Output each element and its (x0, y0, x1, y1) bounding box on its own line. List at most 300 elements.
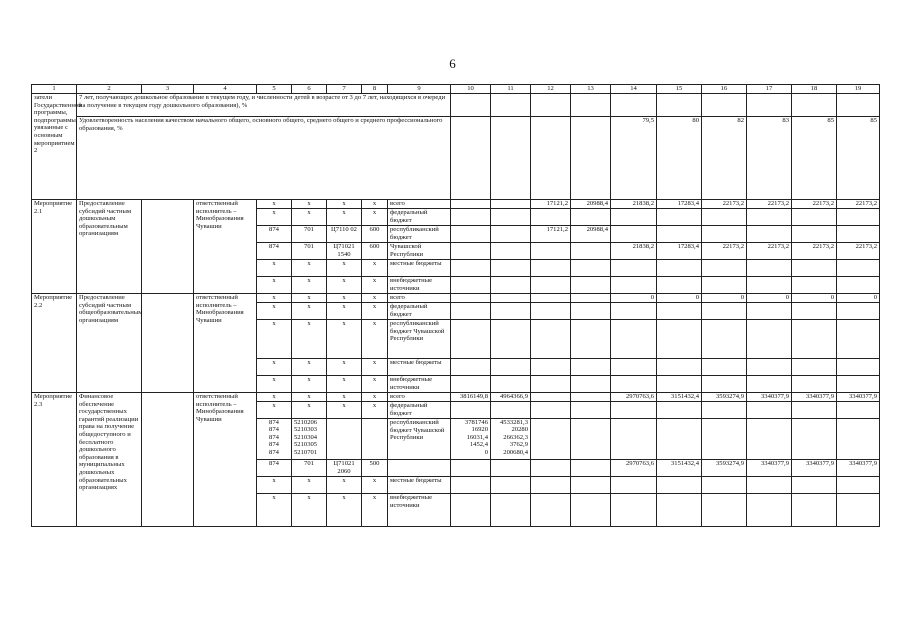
cell-value-c12 (531, 303, 571, 320)
cell-section: x (292, 200, 327, 209)
cell-value-c12 (531, 243, 571, 260)
indicator-value: 85 (792, 117, 837, 200)
cell-value-empty (792, 494, 837, 527)
cell-value-c13: 20988,4 (571, 226, 611, 243)
cell-value-c17: 22173,2 (747, 200, 792, 209)
cell-value-empty (451, 494, 491, 527)
cell-funding-source (388, 460, 451, 477)
cell-section: x (292, 376, 327, 393)
cell-grbs: x (257, 320, 292, 359)
cell-value-c12 (531, 359, 571, 376)
cell-value-empty (837, 477, 880, 494)
cell-value-c14: 0 (611, 294, 657, 303)
cell-value-c17 (747, 303, 792, 320)
cell-value-c16: 0 (702, 294, 747, 303)
cell-expense-group: 600 (362, 226, 388, 243)
m22-name: Мероприятие 2.2 (32, 294, 77, 393)
cell-grbs: x (257, 200, 292, 209)
cell-value-empty (657, 477, 702, 494)
cell-value-c10: 3816149,8 (451, 393, 491, 402)
cell-value-c19 (837, 376, 880, 393)
cell-value-c14: 2970763,6 (611, 393, 657, 402)
cell-value-c10 (451, 460, 491, 477)
header-col-9: 9 (388, 85, 451, 94)
value-c10: 1452,4 (469, 441, 488, 449)
header-col-4: 4 (194, 85, 257, 94)
cell-value-c18 (792, 320, 837, 359)
cell-value-empty (747, 477, 792, 494)
header-col-19: 19 (837, 85, 880, 94)
cell-value-empty (792, 402, 837, 419)
cell-target-article: x (327, 260, 362, 277)
cell-value-empty (702, 494, 747, 527)
cell-value-c19: 22173,2 (837, 200, 880, 209)
cell-value-c17 (747, 277, 792, 294)
cell-value-c11 (491, 294, 531, 303)
cell-value-c11: 4964366,9 (491, 393, 531, 402)
cell-value-c13 (571, 294, 611, 303)
cell-value-empty (571, 477, 611, 494)
cell-value-c18 (792, 376, 837, 393)
cell-target-article: x (327, 294, 362, 303)
cell-expense-group: x (362, 303, 388, 320)
header-col-10: 10 (451, 85, 491, 94)
cell-value-c11 (491, 243, 531, 260)
goal-empty-cell (657, 94, 702, 117)
m22-description: Предоставление субсидий частным общеобразовательным организациям (77, 294, 142, 393)
cell-value-c19: 3340377,9 (837, 460, 880, 477)
cell-value-c11 (491, 460, 531, 477)
cell-value-c12 (531, 460, 571, 477)
cell-expense-group: x (362, 393, 388, 402)
cell-funding-source: всего (388, 294, 451, 303)
cell-expense-group: x (362, 359, 388, 376)
goal-row-1 (32, 94, 880, 117)
cell-funding-source: внебюджетные источники (388, 494, 451, 527)
cell-value-empty (837, 494, 880, 527)
cell-value-c11 (491, 359, 531, 376)
header-col-8: 8 (362, 85, 388, 94)
cell-grbs: x (257, 393, 292, 402)
cell-value-list-c11 (491, 419, 531, 460)
cell-value-c13 (571, 359, 611, 376)
cell-value-c17 (747, 226, 792, 243)
cell-value-c12: 17121,2 (531, 226, 571, 243)
header-col-17: 17 (747, 85, 792, 94)
cell-expense-group: x (362, 494, 388, 527)
cell-value-empty (702, 402, 747, 419)
cell-value-c16 (702, 376, 747, 393)
cell-value-c16: 3593274,9 (702, 460, 747, 477)
m22-row (32, 294, 880, 303)
goal-label: затели Государственной программы, подпрограммы, увязанные с основным мероприятием 2 (32, 94, 77, 200)
cell-value-empty (657, 419, 702, 460)
cell-value-empty (747, 494, 792, 527)
m22-empty (142, 294, 194, 393)
cell-value-c11 (491, 303, 531, 320)
cell-value-c16 (702, 320, 747, 359)
cell-value-c14: 21838,2 (611, 200, 657, 209)
cell-value-c13 (571, 260, 611, 277)
cell-value-c19: 22173,2 (837, 243, 880, 260)
cell-value-c10 (451, 320, 491, 359)
m21-empty (142, 200, 194, 294)
cell-funding-source: внебюджетные источники (388, 277, 451, 294)
cell-section: 701 (292, 460, 327, 477)
cell-value-c12 (531, 260, 571, 277)
cell-value-c14 (611, 209, 657, 226)
cell-value-c15 (657, 226, 702, 243)
cell-target-article: x (327, 200, 362, 209)
cell-value-c11 (491, 277, 531, 294)
value-c10: 0 (484, 448, 488, 456)
cell-section: 701 (292, 243, 327, 260)
value-c11: 20280 (511, 426, 528, 434)
cell-value-c18 (792, 260, 837, 277)
cell-value-c17 (747, 359, 792, 376)
cell-funding-source: республиканский бюджет Чувашской Республики (388, 320, 451, 359)
cell-grbs: 874 (257, 243, 292, 260)
cell-expense-group: x (362, 260, 388, 277)
cell-value-empty (702, 419, 747, 460)
cell-target-article: x (327, 359, 362, 376)
cell-grbs: x (257, 277, 292, 294)
cell-value-empty (611, 477, 657, 494)
cell-funding-source: федеральный бюджет (388, 209, 451, 226)
cell-value-c10 (451, 376, 491, 393)
cell-value-c15 (657, 303, 702, 320)
cell-value-c15 (657, 320, 702, 359)
cell-value-c11 (491, 226, 531, 243)
cell-value-c16 (702, 303, 747, 320)
cell-value-c15: 3151432,4 (657, 460, 702, 477)
cell-expense-group: x (362, 376, 388, 393)
cell-value-c13 (571, 303, 611, 320)
cell-value-c14 (611, 260, 657, 277)
cell-value-c14 (611, 226, 657, 243)
cell-value-c16 (702, 226, 747, 243)
header-col-7: 7 (327, 85, 362, 94)
cell-value-c12 (531, 320, 571, 359)
cell-value-c11 (491, 376, 531, 393)
cell-grbs: x (257, 294, 292, 303)
cell-value-c11 (491, 320, 531, 359)
cell-value-empty (657, 402, 702, 419)
cell-value-c19 (837, 320, 880, 359)
grbs-code: 874 (269, 448, 279, 456)
cell-value-c11 (491, 209, 531, 226)
cell-value-c17: 0 (747, 294, 792, 303)
cell-funding-source: Чувашской Республики (388, 243, 451, 260)
cell-value-c16: 22173,2 (702, 243, 747, 260)
cell-value-c15: 3151432,4 (657, 393, 702, 402)
cell-section: x (292, 494, 327, 527)
cell-value-c15: 17283,4 (657, 200, 702, 209)
cell-value-c17 (747, 320, 792, 359)
indicator-text-2: Удовлетворенность населения качеством начального общего, основного общего, среднего общего и среднего профессионального образования, % (77, 117, 451, 200)
value-c10: 16920 (471, 426, 488, 434)
cell-value-c14 (611, 277, 657, 294)
cell-target-article: x (327, 402, 362, 419)
cell-value-c17 (747, 260, 792, 277)
header-row (32, 85, 880, 94)
grbs-code: 874 (269, 426, 279, 434)
goal-empty-cell (451, 94, 491, 117)
cell-expense-group: x (362, 209, 388, 226)
cell-funding-source: республиканский бюджет Чувашской Республики (388, 419, 451, 460)
cell-value-c18: 0 (792, 294, 837, 303)
value-c11: 266362,3 (503, 433, 528, 441)
header-col-5: 5 (257, 85, 292, 94)
indicator-value: 83 (747, 117, 792, 200)
cell-value-empty (702, 477, 747, 494)
grbs-code: 874 (269, 419, 279, 426)
cell-value-c13 (571, 277, 611, 294)
cell-value-c13 (571, 376, 611, 393)
cell-value-c13 (571, 320, 611, 359)
cell-value-c15 (657, 359, 702, 376)
cell-value-c18: 22173,2 (792, 243, 837, 260)
cell-section: x (292, 294, 327, 303)
m21-row (32, 200, 880, 209)
cell-value-c10 (451, 200, 491, 209)
cell-funding-source: местные бюджеты (388, 477, 451, 494)
value-c11: 3762,9 (509, 441, 528, 449)
cell-value-c15 (657, 209, 702, 226)
cell-value-c18 (792, 209, 837, 226)
cell-value-c12 (531, 294, 571, 303)
cell-value-c16 (702, 277, 747, 294)
cell-value-c10 (451, 260, 491, 277)
cell-value-c11 (491, 200, 531, 209)
cell-value-c15 (657, 277, 702, 294)
cell-grbs: x (257, 376, 292, 393)
header-col-2: 2 (77, 85, 142, 94)
cell-value-c19 (837, 226, 880, 243)
cell-value-c18: 3340377,9 (792, 393, 837, 402)
cell-value-empty (531, 477, 571, 494)
m21-executor: ответственный исполнитель – Минобразования Чувашии (194, 200, 257, 294)
budget-code: 5210304 (294, 433, 318, 441)
cell-value-c14 (611, 320, 657, 359)
cell-funding-source: местные бюджеты (388, 260, 451, 277)
header-col-11: 11 (491, 85, 531, 94)
cell-value-c14: 21838,2 (611, 243, 657, 260)
header-col-12: 12 (531, 85, 571, 94)
cell-value-empty (531, 419, 571, 460)
cell-value-empty (611, 402, 657, 419)
goal-empty-cell (792, 94, 837, 117)
cell-value-c16: 22173,2 (702, 200, 747, 209)
goal-empty-cell (571, 117, 611, 200)
grbs-code: 874 (269, 441, 279, 449)
cell-funding-source: всего (388, 393, 451, 402)
cell-target-article: x (327, 477, 362, 494)
budget-code: 5210303 (294, 426, 318, 434)
cell-value-empty (792, 419, 837, 460)
cell-target-article: x (327, 303, 362, 320)
cell-value-c10 (451, 294, 491, 303)
cell-value-c19 (837, 359, 880, 376)
value-c11: 4533281,3 (499, 419, 528, 426)
cell-grbs: x (257, 477, 292, 494)
cell-expense-group: x (362, 294, 388, 303)
cell-section: x (292, 477, 327, 494)
header-col-14: 14 (611, 85, 657, 94)
cell-value-list-c10 (451, 419, 491, 460)
cell-section: x (292, 209, 327, 226)
cell-value-empty (837, 402, 880, 419)
cell-value-empty (571, 419, 611, 460)
cell-value-empty (491, 494, 531, 527)
cell-section: x (292, 277, 327, 294)
cell-value-c10 (451, 243, 491, 260)
cell-value-empty (837, 419, 880, 460)
cell-section: x (292, 260, 327, 277)
header-col-13: 13 (571, 85, 611, 94)
cell-funding-source: федеральный бюджет (388, 303, 451, 320)
cell-target-article: x (327, 376, 362, 393)
m21-description: Предоставление субсидий частным дошкольным образовательным организациям (77, 200, 142, 294)
cell-funding-source: внебюджетные источники (388, 376, 451, 393)
cell-value-c17: 3340377,9 (747, 460, 792, 477)
cell-value-c14: 2970763,6 (611, 460, 657, 477)
cell-value-c16 (702, 359, 747, 376)
cell-value-empty (571, 402, 611, 419)
cell-value-c14 (611, 359, 657, 376)
cell-value-c19 (837, 303, 880, 320)
cell-value-c10 (451, 277, 491, 294)
page-number: 6 (449, 56, 456, 71)
cell-value-empty (451, 402, 491, 419)
cell-value-c18: 22173,2 (792, 200, 837, 209)
indicator-value: 85 (837, 117, 880, 200)
cell-value-c10 (451, 359, 491, 376)
cell-expense-group: x (362, 477, 388, 494)
cell-grbs: x (257, 260, 292, 277)
cell-value-c18 (792, 277, 837, 294)
cell-target-article: Ц71021 2060 (327, 460, 362, 477)
value-c11: 200680,4 (503, 448, 528, 456)
cell-section: x (292, 320, 327, 359)
grbs-code: 874 (269, 433, 279, 441)
m23-empty (142, 393, 194, 527)
goal-empty-cell (611, 94, 657, 117)
cell-value-empty (611, 494, 657, 527)
cell-value-c10 (451, 226, 491, 243)
cell-target-article: x (327, 320, 362, 359)
cell-value-c15: 0 (657, 294, 702, 303)
cell-value-empty (531, 402, 571, 419)
goal-empty-cell (531, 117, 571, 200)
cell-value-c18 (792, 226, 837, 243)
cell-value-empty (747, 419, 792, 460)
header-col-16: 16 (702, 85, 747, 94)
cell-section: 701 (292, 226, 327, 243)
cell-value-empty (451, 477, 491, 494)
goal-row-2 (32, 117, 880, 200)
header-col-15: 15 (657, 85, 702, 94)
cell-value-c15: 17283,4 (657, 243, 702, 260)
cell-funding-source: федеральный бюджет (388, 402, 451, 419)
m23-row-total (32, 393, 880, 402)
cell-value-c12 (531, 277, 571, 294)
cell-expense-group: 500 (362, 460, 388, 477)
cell-value-empty (531, 494, 571, 527)
cell-funding-source: всего (388, 200, 451, 209)
cell-value-c19 (837, 209, 880, 226)
budget-table (31, 84, 880, 527)
m23-name: Мероприятие 2.3 (32, 393, 77, 527)
cell-value-empty (657, 494, 702, 527)
cell-target-article (327, 419, 362, 460)
cell-section: x (292, 359, 327, 376)
cell-value-c19: 0 (837, 294, 880, 303)
cell-code-list (292, 419, 327, 460)
cell-value-empty (747, 402, 792, 419)
indicator-text-1: 7 лет, получающих дошкольное образование в текущем году, и численности детей в возрасте от 3 до 7 лет, находящихся в очереди на получение в текущем году дошкольного образования), % (77, 94, 451, 117)
cell-value-c15 (657, 376, 702, 393)
m22-executor: ответственный исполнитель – Минобразования Чувашии (194, 294, 257, 393)
cell-section: x (292, 402, 327, 419)
cell-value-c12 (531, 393, 571, 402)
cell-value-c12 (531, 376, 571, 393)
goal-empty-cell (531, 94, 571, 117)
cell-value-empty (571, 494, 611, 527)
cell-value-empty (792, 477, 837, 494)
cell-value-c17 (747, 376, 792, 393)
cell-grbs: x (257, 402, 292, 419)
cell-value-c18: 3340377,9 (792, 460, 837, 477)
goal-empty-cell (747, 94, 792, 117)
cell-funding-source: местные бюджеты (388, 359, 451, 376)
cell-value-c15 (657, 260, 702, 277)
cell-grbs: 874 (257, 226, 292, 243)
cell-value-c18 (792, 303, 837, 320)
budget-code: 5210206 (294, 419, 318, 426)
value-c10: 16031,4 (466, 433, 488, 441)
cell-value-c16 (702, 260, 747, 277)
cell-value-empty (491, 477, 531, 494)
cell-expense-group: x (362, 277, 388, 294)
cell-value-c13 (571, 393, 611, 402)
header-col-1: 1 (32, 85, 77, 94)
cell-value-c18 (792, 359, 837, 376)
cell-value-c14 (611, 376, 657, 393)
cell-value-empty (491, 402, 531, 419)
cell-target-article: x (327, 277, 362, 294)
cell-expense-group (362, 419, 388, 460)
cell-value-c19: 3340377,9 (837, 393, 880, 402)
cell-grbs: x (257, 209, 292, 226)
cell-value-c13: 20988,4 (571, 200, 611, 209)
cell-expense-group: x (362, 200, 388, 209)
header-col-6: 6 (292, 85, 327, 94)
goal-empty-cell (837, 94, 880, 117)
goal-empty-cell (451, 117, 491, 200)
cell-value-c10 (451, 303, 491, 320)
cell-grbs: x (257, 359, 292, 376)
indicator-value: 82 (702, 117, 747, 200)
m23-executor: ответственный исполнитель – Минобразования Чувашии (194, 393, 257, 527)
header-col-18: 18 (792, 85, 837, 94)
cell-grbs: 874 (257, 460, 292, 477)
indicator-value: 80 (657, 117, 702, 200)
cell-value-empty (611, 419, 657, 460)
cell-value-c10 (451, 209, 491, 226)
cell-value-c17: 3340377,9 (747, 393, 792, 402)
cell-target-article: Ц71021 1540 (327, 243, 362, 260)
